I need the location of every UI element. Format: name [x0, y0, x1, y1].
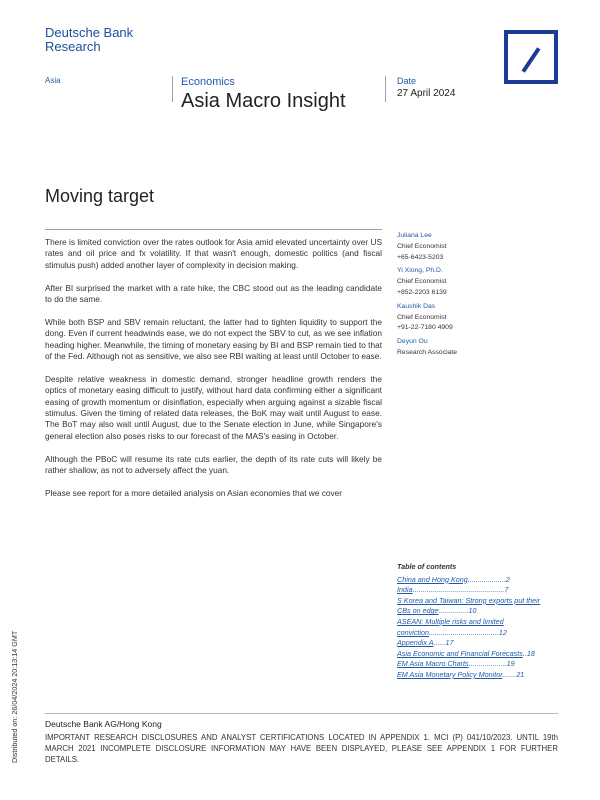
header-divider-1: [172, 76, 173, 102]
brand-line-1: Deutsche Bank: [45, 25, 134, 40]
author-entry: [397, 302, 457, 334]
author-list: [397, 231, 457, 362]
header-divider-2: [385, 76, 386, 102]
author-entry: [397, 266, 457, 298]
author-name[interactable]: Juliana Lee: [397, 232, 432, 239]
region-label: Asia: [45, 76, 61, 85]
subtitle-rule: [45, 229, 382, 230]
toc-link-india[interactable]: India..............................................7: [397, 585, 509, 595]
footer-disclosure: IMPORTANT RESEARCH DISCLOSURES AND ANALYST CERTIFICATIONS LOCATED IN APPENDIX 1. MCI (P) 041/10/2023. UNTIL 19th MARCH 2021 INCOMPLETE DISCLOSURE INFORMATION MAY HAVE BEEN DISPLAYED, PLEASE SEE APPENDIX 1 FOR FURTHER DETAILS.: [45, 733, 558, 764]
date-label: Date: [397, 76, 417, 86]
body-text: [45, 237, 382, 511]
author-title: Research Associate: [397, 348, 458, 356]
category-label: Economics: [181, 76, 235, 88]
author-name[interactable]: Deyun Ou: [397, 338, 428, 346]
distribution-stamp: Distributed on: 26/04/2024 20:13:14 GMT: [10, 630, 19, 763]
author-phone: +65-6423-5203: [397, 253, 444, 261]
body-paragraph: Although the PBoC will resume its rate cuts earlier, the depth of its rate cuts will likely be rather shallow, as not to adversely affect the yuan.: [45, 453, 382, 476]
body-paragraph: Despite relative weakness in domestic demand, stronger headline growth renders the optics of monetary easing difficult to justify, without hard data confirming either a significant easing of growth momentum or disinflation, especially when arguing against a sizable fiscal stimulus. Given the timing of related data releases, the BoK may wait until August to ease. The BoT may also wait until August, due to the Senate election in June, while Singapore's general election also poses risks to our forecast of the MAS's easing in October.: [45, 373, 382, 441]
brand-name: [45, 26, 133, 54]
author-entry: [397, 231, 457, 263]
body-paragraph: After BI surprised the market with a rate hike, the CBC stood out as the leading candidate to do the same.: [45, 282, 382, 305]
toc-link-china-hong-kong[interactable]: China and Hong Kong...................2: [397, 574, 510, 584]
toc-link-forecasts[interactable]: Asia Economic and Financial Forecasts..18: [397, 648, 535, 658]
body-paragraph: While both BSP and SBV remain reluctant, the latter had to tighten liquidity to support the dong. Even if current headwinds ease, we do not expect the SBV to cut, as we see inflation heading higher. Meanwhile, the timing of monetary easing by BI and BSP remain tied to that of the Fed. Although not as sensitive, we also see RBI waiting at least until October to ease.: [45, 316, 382, 362]
deutsche-bank-logo-icon: [504, 30, 558, 84]
body-paragraph: Please see report for a more detailed analysis on Asian economies that we cover: [45, 487, 343, 498]
author-phone: +852-2203 6139: [397, 288, 447, 296]
toc-link-asean[interactable]: ASEAN: Multiple risks and limited conviction...................................12: [397, 616, 507, 637]
toc-link-macro-charts[interactable]: EM Asia Macro Charts...................19: [397, 659, 515, 669]
author-name[interactable]: Yi Xiong, Ph.D.: [397, 267, 443, 275]
body-paragraph: There is limited conviction over the rates outlook for Asia amid elevated uncertainty over US rates and oil price and fx volatility. If that wasn't enough, domestic politics (and fiscal stimulus push) added another layer of complexity in decision making.: [45, 237, 382, 270]
author-name[interactable]: Kaushik Das: [397, 302, 436, 310]
date-value: 27 April 2024: [397, 88, 456, 99]
footer-rule: [45, 713, 558, 714]
footer-entity: Deutsche Bank AG/Hong Kong: [45, 719, 162, 729]
author-entry: [397, 337, 457, 359]
author-phone: +91-22-7180 4909: [397, 324, 453, 332]
report-subtitle: Moving target: [45, 186, 155, 206]
author-title: Chief Economist: [397, 278, 447, 286]
author-title: Chief Economist: [397, 242, 447, 250]
author-title: Chief Economist: [397, 313, 447, 321]
toc-link-policy-monitor[interactable]: EM Asia Monetary Policy Monitor.......21: [397, 669, 525, 679]
table-of-contents: [397, 562, 547, 681]
toc-link-korea-taiwan[interactable]: S Korea and Taiwan: Strong exports put their CBs on edge...............10: [397, 595, 541, 616]
toc-title: Table of contents: [397, 562, 457, 571]
brand-line-2: Research: [45, 39, 101, 54]
toc-link-appendix-a[interactable]: Appendix A......17: [397, 638, 454, 648]
report-title: Asia Macro Insight: [181, 90, 346, 112]
